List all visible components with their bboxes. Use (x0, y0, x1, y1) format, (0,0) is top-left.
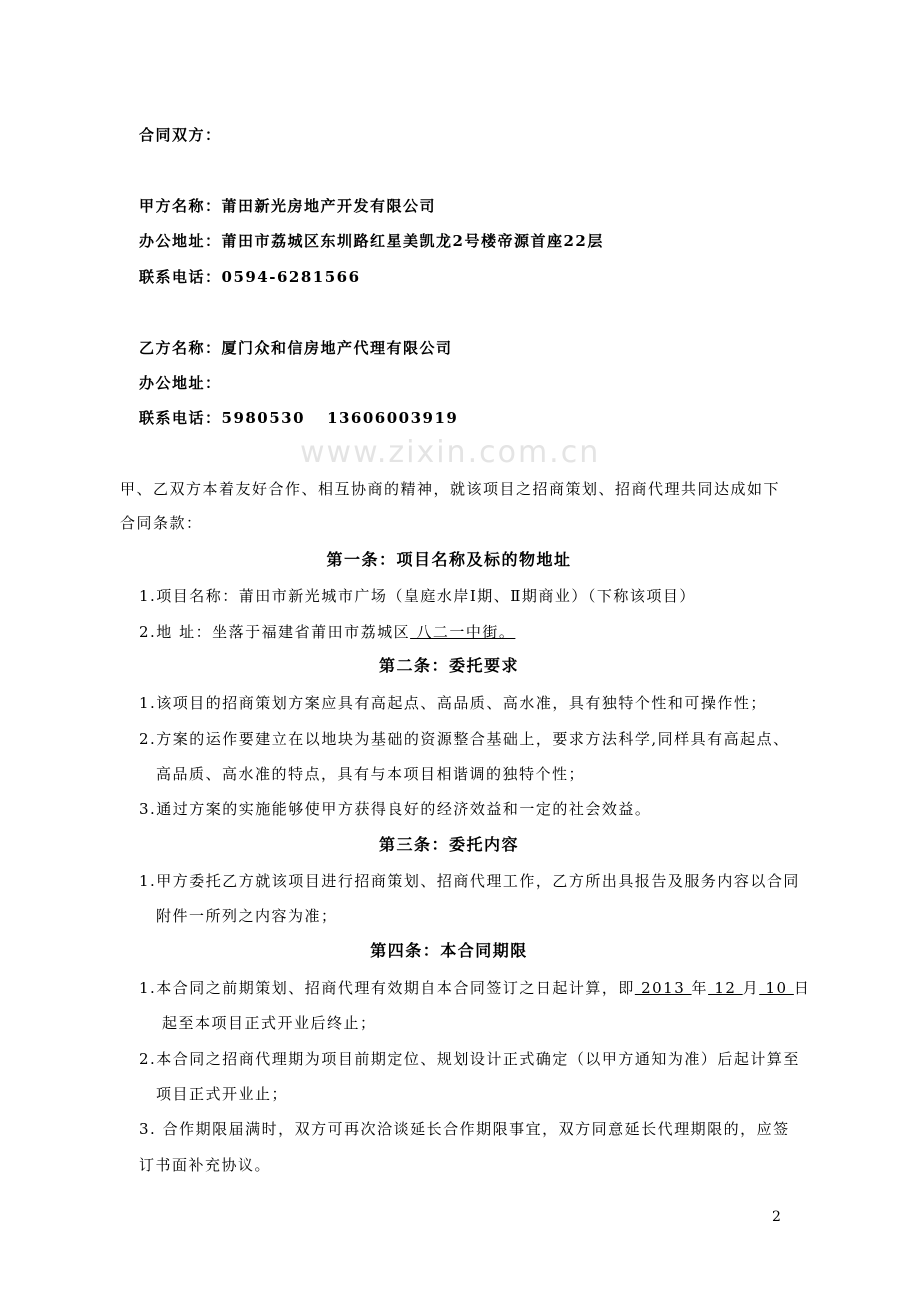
party-b-phone-row (139, 408, 458, 428)
article-2-line: 1.该项目的招商策划方案应具有高起点、高品质、高水准，具有独特个性和可操作性； (139, 694, 767, 712)
article-1-item: 1.项目名称：莆田市新光城市广场（皇庭水岸Ⅰ期、Ⅱ期商业）（下称该项目） (139, 587, 696, 605)
party-a-name: 甲方名称：莆田新光房地产开发有限公司 (139, 197, 437, 215)
address-street: 八二一中街。 (410, 623, 516, 641)
article-4-line: 项目正式开业止； (156, 1085, 289, 1103)
article-2-line: 高品质、高水准的特点，具有与本项目相谐调的独特个性； (156, 765, 586, 783)
article-4-line: 起至本项目正式开业后终止； (162, 1014, 377, 1032)
article-1-item (139, 622, 515, 642)
year-value: 2013 (634, 979, 692, 997)
month-unit: 月 (742, 979, 760, 997)
year-unit: 年 (691, 979, 709, 997)
party-b-name: 乙方名称：厦门众和信房地产代理有限公司 (139, 339, 453, 357)
day-value: 10 (759, 979, 794, 997)
watermark: www.zixin.com.cn (300, 435, 601, 470)
day-unit: 日 (793, 979, 811, 997)
parties-heading: 合同双方： (139, 126, 222, 144)
month-value: 12 (708, 979, 743, 997)
article-4-line (139, 978, 810, 998)
address-label: 2.地 址：坐落于福建省莆田市荔城区 (139, 623, 411, 641)
article-3-line: 附件一所列之内容为准； (156, 907, 338, 925)
article-2-title: 第二条：委托要求 (378, 656, 519, 675)
intro-line: 甲、乙双方本着友好合作、相互协商的精神，就该项目之招商策划、招商代理共同达成如下 (120, 480, 781, 498)
article-4-line: 2.本合同之招商代理期为项目前期定位、规划设计正式确定（以甲方通知为准）后起计算至 (139, 1050, 800, 1068)
party-a-address: 办公地址：莆田市荔城区东圳路红星美凯龙2号楼帝源首座22层 (139, 232, 604, 250)
article-4-title: 第四条：本合同期限 (370, 941, 528, 960)
party-b-phone: 联系电话：5980530 (139, 409, 306, 427)
article-1-title: 第一条：项目名称及标的物地址 (326, 550, 572, 569)
article-3-line: 1.甲方委托乙方就该项目进行招商策划、招商代理工作，乙方所出具报告及服务内容以合同 (139, 872, 800, 890)
article-4-line: 订书面补充协议。 (139, 1156, 272, 1174)
page-number: 2 (772, 1209, 781, 1225)
party-a-phone: 联系电话：0594-6281566 (139, 268, 361, 286)
term-text: 1.本合同之前期策划、招商代理有效期自本合同签订之日起计算，即 (139, 979, 635, 997)
intro-line: 合同条款： (120, 514, 203, 532)
article-4-line: 3. 合作期限届满时，双方可再次洽谈延长合作期限事宜，双方同意延长代理期限的，应签 (139, 1120, 790, 1138)
party-b-phone2: 13606003919 (327, 409, 459, 427)
party-b-address: 办公地址： (139, 374, 222, 392)
article-2-line: 2.方案的运作要建立在以地块为基础的资源整合基础上，要求方法科学,同样具有高起点、 (139, 730, 790, 748)
article-3-title: 第三条：委托内容 (378, 835, 519, 854)
article-2-line: 3.通过方案的实施能够使甲方获得良好的经济效益和一定的社会效益。 (139, 800, 652, 818)
